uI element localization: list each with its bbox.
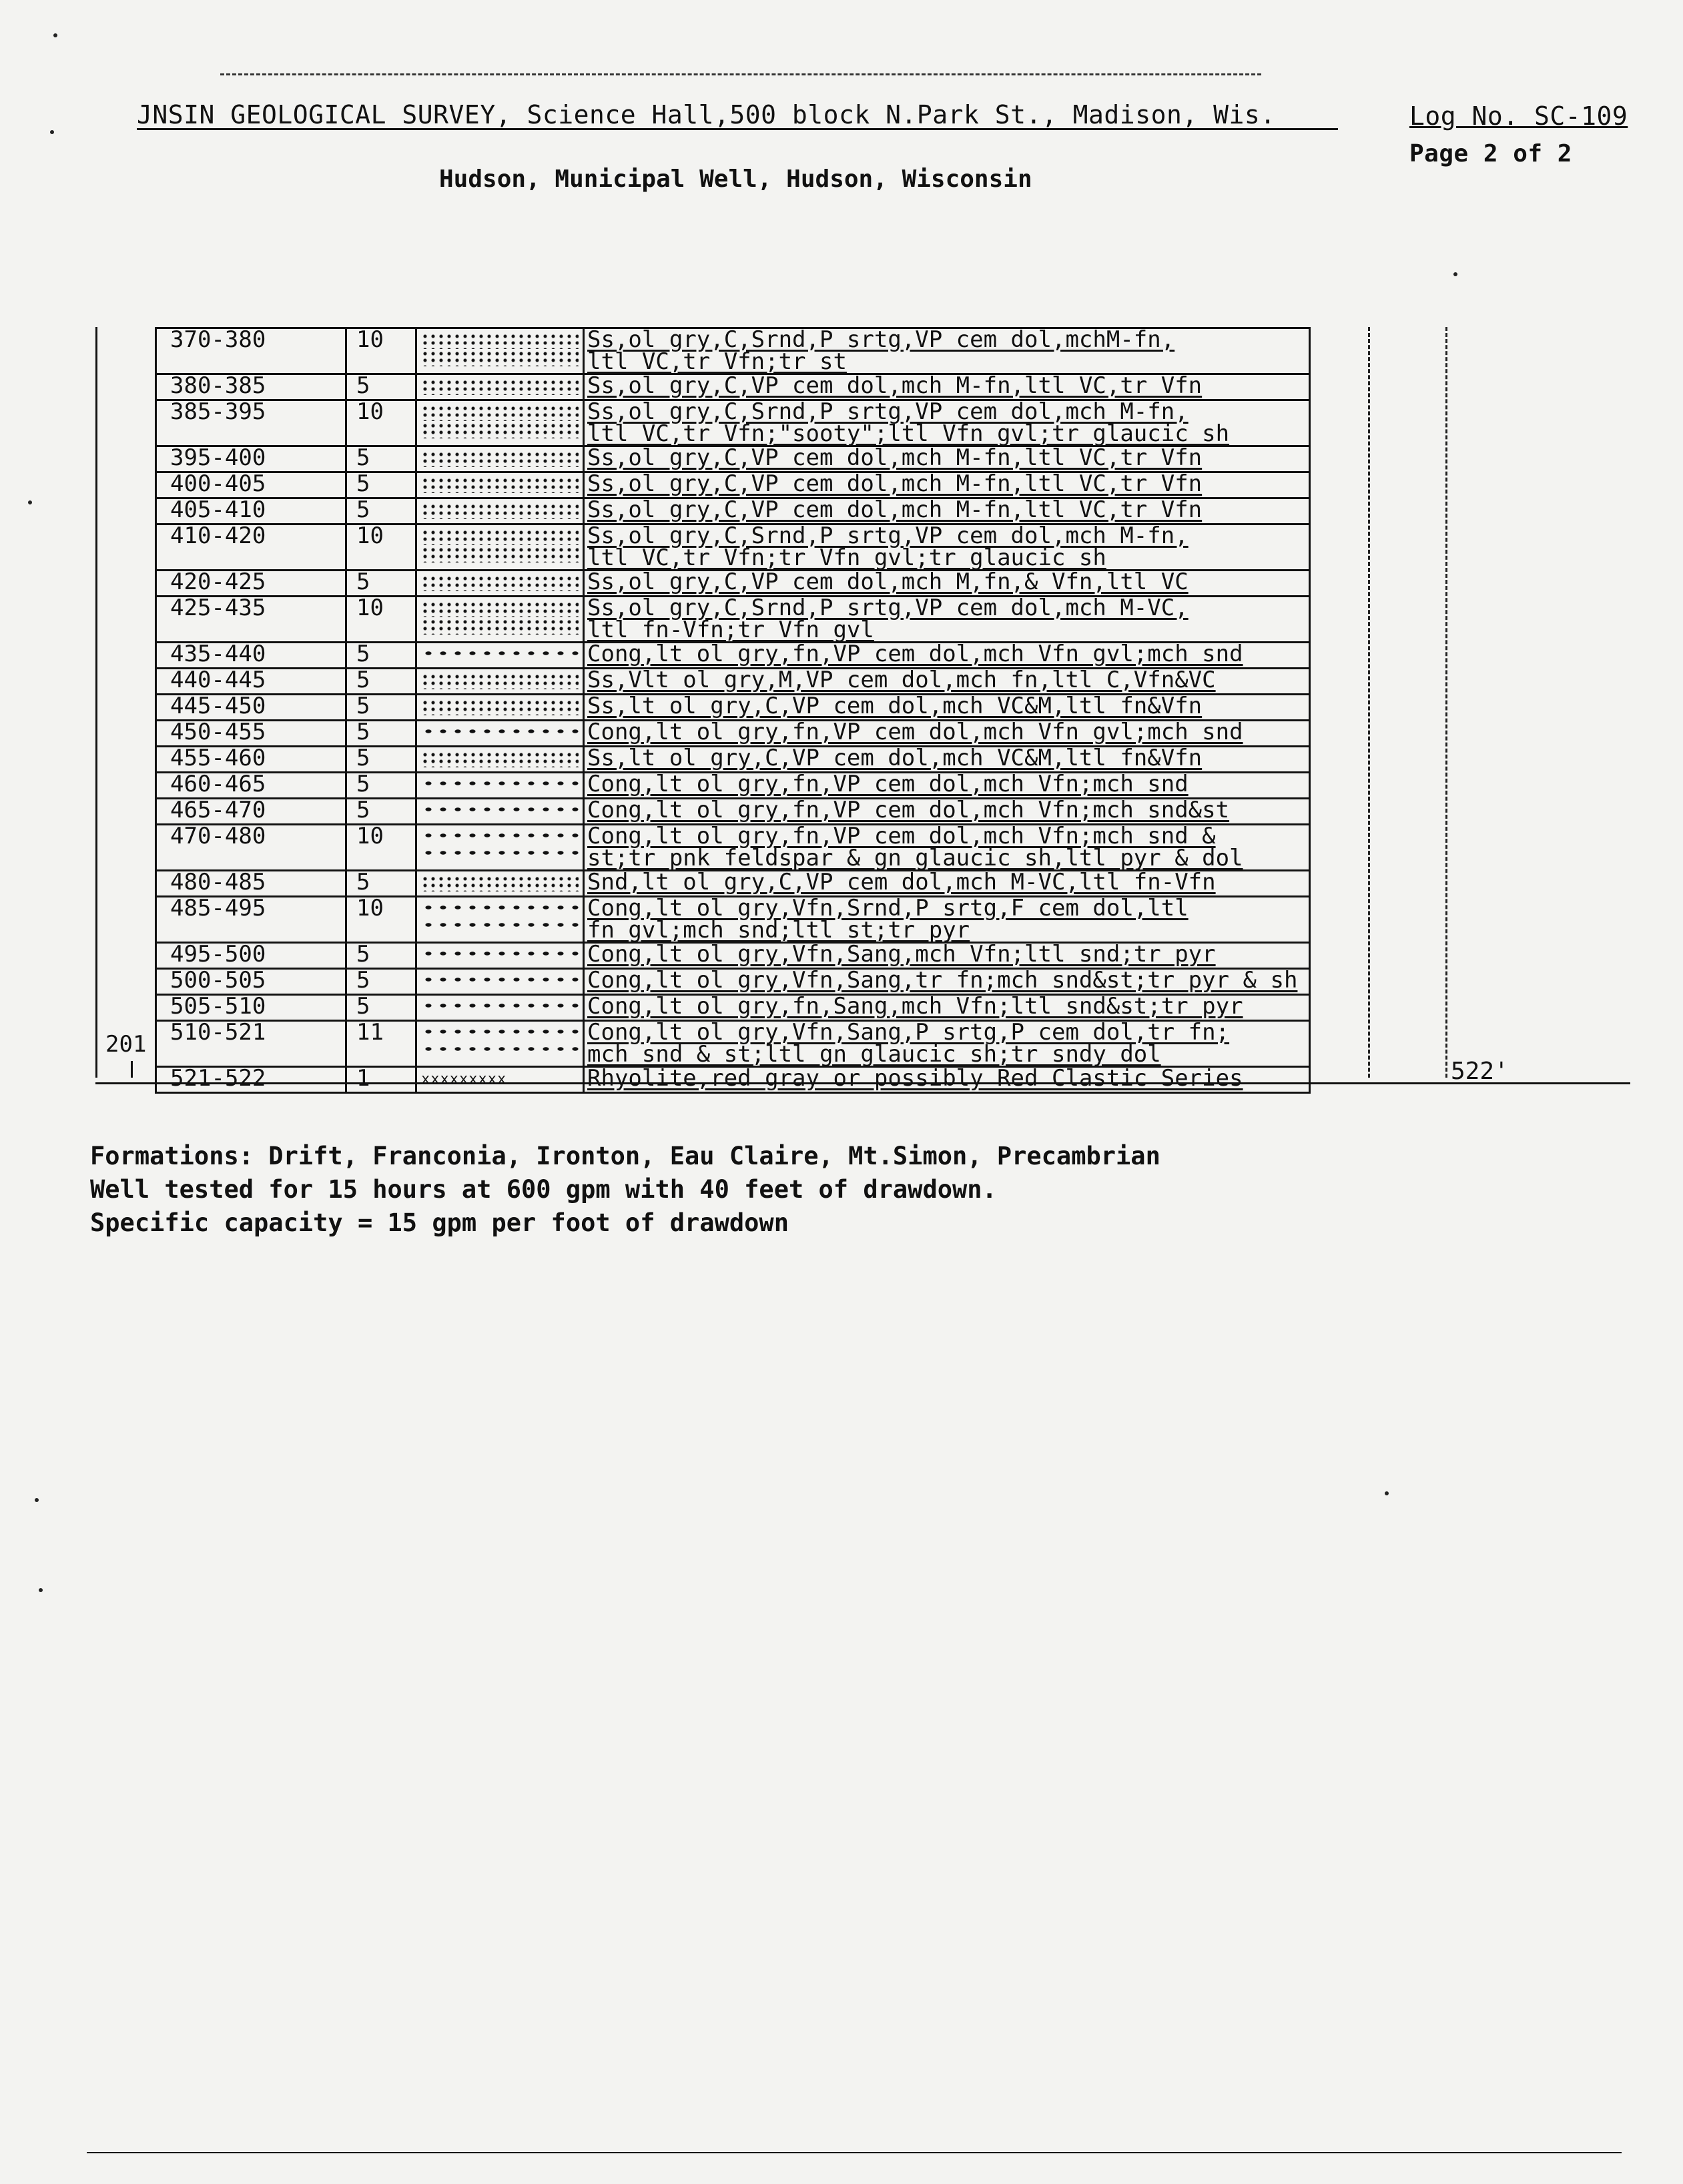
formations-line: Formations: Drift, Franconia, Ironton, Eau Claire, Mt.Simon, Precambrian xyxy=(90,1142,1160,1170)
lithology-description xyxy=(584,400,1310,446)
lithology-description xyxy=(584,871,1310,897)
dot-pattern xyxy=(421,875,579,891)
right-dashed-column-1 xyxy=(1368,327,1370,1078)
depth-interval: 455-460 xyxy=(156,747,346,773)
pebble-pattern xyxy=(421,777,579,793)
dot-pattern xyxy=(421,350,579,366)
pebble-pattern xyxy=(421,725,579,741)
description-line: Ss,ol gry,C,VP cem dol,mch M,fn,& Vfn,ltl VC xyxy=(587,569,1189,595)
lithology-description xyxy=(584,773,1310,799)
description-line: Cong,lt ol gry,Vfn,Sang,tr fn;mch snd&st;tr pyr & sh xyxy=(587,967,1298,994)
description-line: Ss,ol gry,C,VP cem dol,mch M-fn,ltl VC,tr Vfn xyxy=(587,496,1203,523)
depth-interval: 521-522 xyxy=(156,1067,346,1093)
thickness: 11 xyxy=(346,1021,416,1067)
log-row xyxy=(156,524,1310,571)
description-line: Cong,lt ol gry,Vfn,Srnd,P srtg,F cem dol,ltl xyxy=(587,895,1189,922)
lithology-description xyxy=(584,799,1310,825)
pebble-pattern xyxy=(421,847,579,863)
lithology-description xyxy=(584,969,1310,995)
thickness: 1 xyxy=(346,1067,416,1093)
description-line: ltl VC,tr Vfn;tr st xyxy=(587,348,847,375)
log-row xyxy=(156,995,1310,1021)
lithology-description xyxy=(584,747,1310,773)
lithology-description xyxy=(584,446,1310,472)
pebble-pattern xyxy=(421,829,579,845)
thickness: 10 xyxy=(346,897,416,943)
scan-speck xyxy=(35,1498,39,1502)
thickness: 5 xyxy=(346,695,416,721)
log-row xyxy=(156,472,1310,498)
depth-interval: 420-425 xyxy=(156,571,346,597)
thickness: 5 xyxy=(346,747,416,773)
description-line: Ss,ol gry,C,VP cem dol,mch M-fn,ltl VC,tr Vfn xyxy=(587,444,1203,471)
lithology-pattern xyxy=(416,747,584,773)
dot-pattern xyxy=(421,751,579,767)
pebble-pattern xyxy=(421,974,579,990)
depth-interval: 470-480 xyxy=(156,825,346,871)
depth-interval: 370-380 xyxy=(156,328,346,374)
dot-pattern xyxy=(421,529,579,545)
pebble-pattern xyxy=(421,901,579,918)
lithology-pattern xyxy=(416,995,584,1021)
lithology-pattern xyxy=(416,472,584,498)
lithology-pattern xyxy=(416,1067,584,1093)
lithology-pattern xyxy=(416,400,584,446)
lithology-description xyxy=(584,1021,1310,1067)
lithology-description xyxy=(584,943,1310,969)
depth-interval: 380-385 xyxy=(156,374,346,400)
log-row xyxy=(156,721,1310,747)
thickness: 5 xyxy=(346,446,416,472)
description-line: st;tr pnk feldspar & gn glaucic sh,ltl pyr & dol xyxy=(587,845,1243,871)
lithology-description xyxy=(584,498,1310,524)
thickness: 5 xyxy=(346,374,416,400)
lithology-pattern xyxy=(416,597,584,643)
pebble-pattern xyxy=(421,803,579,819)
description-line: Ss,ol gry,C,Srnd,P srtg,VP cem dol,mch M-fn, xyxy=(587,398,1189,425)
depth-interval: 495-500 xyxy=(156,943,346,969)
pebble-pattern xyxy=(421,919,579,935)
dot-pattern xyxy=(421,575,579,591)
thickness: 10 xyxy=(346,597,416,643)
description-line: Cong,lt ol gry,Vfn,Sang,P srtg,P cem dol,tr fn; xyxy=(587,1019,1230,1046)
pebble-pattern xyxy=(421,948,579,964)
dot-pattern xyxy=(421,422,579,438)
log-row xyxy=(156,871,1310,897)
depth-interval: 440-445 xyxy=(156,669,346,695)
margin-201: 201 xyxy=(105,1031,147,1058)
thickness: 5 xyxy=(346,995,416,1021)
log-row xyxy=(156,747,1310,773)
dot-pattern xyxy=(421,601,579,617)
pebble-pattern xyxy=(421,1026,579,1042)
scan-speck xyxy=(53,33,57,37)
lithology-description xyxy=(584,897,1310,943)
lithology-description xyxy=(584,524,1310,571)
lithology-pattern xyxy=(416,524,584,571)
description-line: Ss,ol gry,C,Srnd,P srtg,VP cem dol,mchM-fn, xyxy=(587,326,1175,353)
header-underline xyxy=(137,128,1338,130)
description-line: Ss,ol gry,C,Srnd,P srtg,VP cem dol,mch M-fn, xyxy=(587,522,1189,549)
description-line: Ss,ol gry,C,VP cem dol,mch M-fn,ltl VC,tr Vfn xyxy=(587,470,1203,497)
description-line: Ss,ol gry,C,VP cem dol,mch M-fn,ltl VC,tr Vfn xyxy=(587,372,1203,399)
description-line: Cong,lt ol gry,fn,Sang,mch Vfn;ltl snd&st;tr pyr xyxy=(587,993,1243,1020)
depth-interval: 385-395 xyxy=(156,400,346,446)
lithology-pattern xyxy=(416,969,584,995)
thickness: 10 xyxy=(346,400,416,446)
page-number: Page 2 of 2 xyxy=(1409,140,1572,167)
lithology-pattern xyxy=(416,897,584,943)
lithology-description xyxy=(584,328,1310,374)
lithology-pattern xyxy=(416,571,584,597)
log-row xyxy=(156,825,1310,871)
dot-pattern xyxy=(421,379,579,395)
log-row xyxy=(156,1067,1310,1093)
dot-pattern xyxy=(421,405,579,421)
lithology-description xyxy=(584,472,1310,498)
log-row xyxy=(156,799,1310,825)
lithology-pattern xyxy=(416,446,584,472)
well-test-line: Well tested for 15 hours at 600 gpm with 40 feet of drawdown. xyxy=(90,1175,997,1204)
dot-pattern xyxy=(421,547,579,563)
depth-interval: 435-440 xyxy=(156,643,346,669)
lithology-pattern xyxy=(416,943,584,969)
well-title: Hudson, Municipal Well, Hudson, Wisconsin xyxy=(439,165,1032,193)
thickness: 5 xyxy=(346,669,416,695)
log-row xyxy=(156,571,1310,597)
lithology-description xyxy=(584,597,1310,643)
thickness: 5 xyxy=(346,871,416,897)
log-row xyxy=(156,695,1310,721)
description-line: ltl fn-Vfn;tr Vfn gvl xyxy=(587,617,874,643)
lithology-pattern xyxy=(416,374,584,400)
lithology-description xyxy=(584,995,1310,1021)
log-row xyxy=(156,374,1310,400)
dot-pattern xyxy=(421,619,579,635)
scan-speck xyxy=(39,1588,43,1592)
depth-interval: 410-420 xyxy=(156,524,346,571)
log-row xyxy=(156,643,1310,669)
table-bottom-rule xyxy=(95,1082,1630,1084)
lithology-pattern xyxy=(416,825,584,871)
log-row xyxy=(156,897,1310,943)
description-line: Ss,ol gry,C,Srnd,P srtg,VP cem dol,mch M-VC, xyxy=(587,595,1189,621)
lithology-description xyxy=(584,695,1310,721)
pebble-pattern xyxy=(421,647,579,663)
thickness: 10 xyxy=(346,825,416,871)
log-number: Log No. SC-109 xyxy=(1409,101,1628,131)
left-margin-line xyxy=(95,327,97,1078)
log-row xyxy=(156,669,1310,695)
description-line: Cong,lt ol gry,fn,VP cem dol,mch Vfn gvl;mch snd xyxy=(587,641,1243,667)
specific-capacity-line: Specific capacity = 15 gpm per foot of drawdown xyxy=(90,1208,789,1237)
thickness: 5 xyxy=(346,472,416,498)
log-row xyxy=(156,943,1310,969)
depth-interval: 425-435 xyxy=(156,597,346,643)
depth-interval: 505-510 xyxy=(156,995,346,1021)
well-log-table xyxy=(155,327,1311,1094)
description-line: fn gvl;mch snd;ltl st;tr pyr xyxy=(587,917,970,944)
scan-speck xyxy=(28,500,32,504)
depth-interval: 460-465 xyxy=(156,773,346,799)
thickness: 5 xyxy=(346,498,416,524)
lithology-description xyxy=(584,643,1310,669)
thickness: 5 xyxy=(346,571,416,597)
lithology-pattern xyxy=(416,871,584,897)
description-line: Ss,Vlt ol gry,M,VP cem dol,mch fn,ltl C,Vfn&VC xyxy=(587,667,1216,693)
lithology-pattern xyxy=(416,1021,584,1067)
scan-speck xyxy=(1453,272,1457,276)
thickness: 5 xyxy=(346,943,416,969)
log-row xyxy=(156,328,1310,374)
scan-speck xyxy=(1385,1491,1389,1495)
top-dashed-rule xyxy=(220,73,1261,75)
thickness: 5 xyxy=(346,969,416,995)
right-dashed-column-2 xyxy=(1445,327,1447,1078)
lithology-pattern xyxy=(416,695,584,721)
lithology-description xyxy=(584,825,1310,871)
lithology-description xyxy=(584,571,1310,597)
pebble-pattern xyxy=(421,1043,579,1059)
description-line: Cong,lt ol gry,fn,VP cem dol,mch Vfn;mch snd&st xyxy=(587,797,1230,823)
dot-pattern xyxy=(421,477,579,493)
depth-interval: 400-405 xyxy=(156,472,346,498)
thickness: 5 xyxy=(346,721,416,747)
depth-interval: 465-470 xyxy=(156,799,346,825)
depth-interval: 395-400 xyxy=(156,446,346,472)
thickness: 5 xyxy=(346,799,416,825)
log-row xyxy=(156,969,1310,995)
lithology-description xyxy=(584,374,1310,400)
thickness: 10 xyxy=(346,328,416,374)
description-line: ltl VC,tr Vfn;tr Vfn gvl;tr glaucic sh xyxy=(587,544,1106,571)
log-row xyxy=(156,597,1310,643)
lithology-pattern xyxy=(416,721,584,747)
description-line: Cong,lt ol gry,Vfn,Sang,mch Vfn;ltl snd;tr pyr xyxy=(587,941,1216,968)
thickness: 10 xyxy=(346,524,416,571)
description-line: Snd,lt ol gry,C,VP cem dol,mch M-VC,ltl fn-Vfn xyxy=(587,869,1216,895)
description-line: Cong,lt ol gry,fn,VP cem dol,mch Vfn;mch snd & xyxy=(587,823,1216,849)
log-row xyxy=(156,446,1310,472)
lithology-description xyxy=(584,669,1310,695)
description-line: Rhyolite,red gray or possibly Red Clastic Series xyxy=(587,1065,1243,1092)
depth-interval: 500-505 xyxy=(156,969,346,995)
lithology-pattern xyxy=(416,643,584,669)
description-line: Cong,lt ol gry,fn,VP cem dol,mch Vfn;mch snd xyxy=(587,771,1189,797)
depth-interval: 445-450 xyxy=(156,695,346,721)
log-row xyxy=(156,773,1310,799)
lithology-pattern xyxy=(416,498,584,524)
lithology-pattern xyxy=(416,328,584,374)
thickness: 5 xyxy=(346,643,416,669)
log-row xyxy=(156,1021,1310,1067)
description-line: Ss,lt ol gry,C,VP cem dol,mch VC&M,ltl fn&Vfn xyxy=(587,693,1203,719)
lithology-pattern xyxy=(416,669,584,695)
depth-interval: 405-410 xyxy=(156,498,346,524)
lithology-description xyxy=(584,721,1310,747)
scan-speck xyxy=(50,130,54,134)
x-pattern: xxxxxxxxx xyxy=(421,1071,507,1088)
depth-interval: 510-521 xyxy=(156,1021,346,1067)
depth-interval: 450-455 xyxy=(156,721,346,747)
page-bottom-rule xyxy=(87,2152,1622,2153)
left-margin-line-inner xyxy=(131,1061,133,1078)
dot-pattern xyxy=(421,333,579,349)
dot-pattern xyxy=(421,503,579,519)
log-row xyxy=(156,498,1310,524)
log-row xyxy=(156,400,1310,446)
dot-pattern xyxy=(421,699,579,715)
pebble-pattern xyxy=(421,1000,579,1016)
survey-header-line: JNSIN GEOLOGICAL SURVEY, Science Hall,500 block N.Park St., Madison, Wis. xyxy=(137,100,1276,129)
lithology-description xyxy=(584,1067,1310,1093)
thickness: 5 xyxy=(346,773,416,799)
lithology-pattern xyxy=(416,773,584,799)
total-depth: 522' xyxy=(1451,1058,1509,1085)
description-line: Ss,lt ol gry,C,VP cem dol,mch VC&M,ltl fn&Vfn xyxy=(587,745,1203,771)
description-line: Cong,lt ol gry,fn,VP cem dol,mch Vfn gvl;mch snd xyxy=(587,719,1243,745)
depth-interval: 485-495 xyxy=(156,897,346,943)
lithology-pattern xyxy=(416,799,584,825)
description-line: ltl VC,tr Vfn;"sooty";ltl Vfn gvl;tr glaucic sh xyxy=(587,420,1230,447)
description-line: mch snd & st;ltl gn glaucic sh;tr sndy dol xyxy=(587,1041,1161,1068)
dot-pattern xyxy=(421,673,579,689)
dot-pattern xyxy=(421,451,579,467)
depth-interval: 480-485 xyxy=(156,871,346,897)
